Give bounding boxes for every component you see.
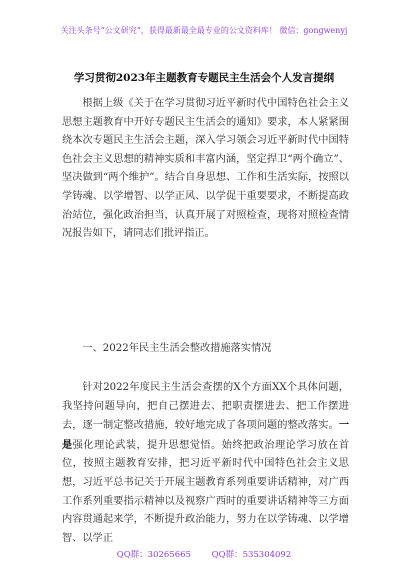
paragraph-text-before: 针对2022年度民主生活会查摆的X个方面XX个具体问题，我坚持问题导向，把自己摆进去、把职责摆进去、把工作摆进去，逐一制定整改措施，较好地完成了各项问题的整改落实。 xyxy=(62,382,349,432)
section-1-paragraph-text xyxy=(62,379,349,548)
paragraph-text-after: 强化理论武装，提升思想觉悟。始终把政治理论学习放在首位，按照主题教育安排，把习近平新时代中国特色社会主义思想，习近平总书记关于开展主题教育系列重要讲话精神，对广西工作系列重要指示精神以及视察广西时的重要讲话精神等三方面内容贯通起来学，不断提升政治能力，努力在以学铸魂、以学增智、以学正 xyxy=(62,439,350,544)
header-promo-link[interactable]: 关注头条号“公文研究”，获得最新最全最专业的公文资料库！ 微信：gongwenyj xyxy=(60,26,348,35)
document-title: 学习贯彻2023年主题教育专题民主生活会个人发言提纲 xyxy=(73,72,335,84)
footer-qq-group-1: QQ群：30265665 xyxy=(116,550,191,560)
section-heading-1 xyxy=(62,340,349,359)
section-1-paragraph xyxy=(62,379,349,548)
intro-paragraph xyxy=(62,95,349,244)
intro-paragraph-text: 根据上级《关于在学习贯彻习近平新时代中国特色社会主义思想主题教育中开好专题民主生活会的通知》要求，本人紧紧围绕本次专题民主生活会主题，深入学习领会习近平新时代中国特色社会主义思想的精神实质和丰富内涵，坚定捍卫“两个确立”、坚决做到“两个维护”。结合自身思想、工作和生活实际，按照以学铸魂、以学增智、以学正风、以学促干重要要求，不断提高政治站位，强化政治担当，认真开展了对照检查，现将对照检查情况报告如下，请同志们批评指正。 xyxy=(62,98,349,240)
footer-qq-group-2: QQ群：535304092 xyxy=(211,550,292,560)
emphasis-marker: 一是 xyxy=(62,419,349,451)
section-heading-1-text: 一、2022年民主生活会整改措施落实情况 xyxy=(82,343,272,354)
footer-contact xyxy=(0,548,408,560)
